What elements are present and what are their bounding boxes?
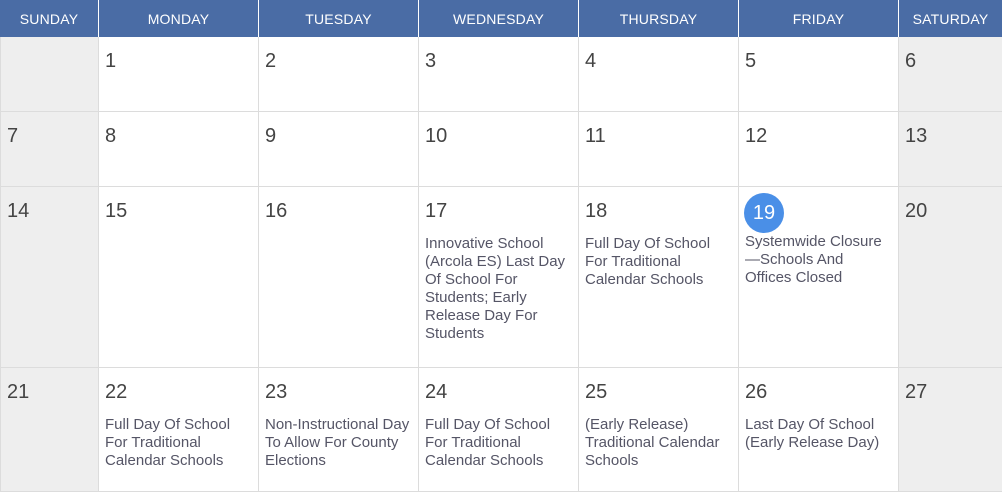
day-number[interactable]: 17 xyxy=(425,200,448,222)
day-number[interactable]: 4 xyxy=(585,50,597,72)
day-cell[interactable] xyxy=(259,112,419,187)
day-number[interactable]: 23 xyxy=(265,381,288,403)
event-label[interactable]: Last Day Of School (Early Release Day) xyxy=(745,416,880,451)
day-cell[interactable] xyxy=(579,187,739,368)
day-cell[interactable] xyxy=(899,112,1002,187)
day-number[interactable]: 6 xyxy=(905,50,917,72)
header-monday: MONDAY xyxy=(99,0,259,37)
event-label[interactable]: Full Day Of School For Traditional Calendar Schools xyxy=(425,416,551,469)
day-number[interactable]: 25 xyxy=(585,381,608,403)
day-number[interactable]: 22 xyxy=(105,381,128,403)
day-cell[interactable] xyxy=(579,37,739,112)
day-number[interactable]: 20 xyxy=(905,200,928,222)
day-number[interactable]: 27 xyxy=(905,381,928,403)
day-cell[interactable] xyxy=(739,37,899,112)
day-cell[interactable] xyxy=(259,368,419,492)
day-cell[interactable] xyxy=(739,112,899,187)
day-number[interactable]: 5 xyxy=(745,50,757,72)
day-cell[interactable] xyxy=(99,112,259,187)
day-number[interactable]: 18 xyxy=(585,200,608,222)
day-number[interactable]: 13 xyxy=(905,125,928,147)
day-number[interactable]: 2 xyxy=(265,50,277,72)
day-number[interactable]: 11 xyxy=(585,125,606,147)
day-cell[interactable] xyxy=(899,37,1002,112)
event-label[interactable]: Non-Instructional Day To Allow For County Elections xyxy=(265,416,410,469)
event-label[interactable]: Innovative School (Arcola ES) Last Day Of School For Students; Early Release Day For Students xyxy=(425,235,566,342)
day-cell[interactable] xyxy=(419,368,579,492)
day-cell[interactable] xyxy=(99,187,259,368)
day-number[interactable]: 15 xyxy=(105,200,128,222)
day-number[interactable]: 10 xyxy=(425,125,448,147)
day-cell[interactable] xyxy=(899,187,1002,368)
event-label[interactable]: (Early Release) Traditional Calendar Schools xyxy=(585,416,720,469)
day-cell[interactable] xyxy=(99,368,259,492)
day-cell[interactable] xyxy=(259,187,419,368)
header-saturday: SATURDAY xyxy=(899,0,1002,37)
day-cell[interactable] xyxy=(259,37,419,112)
day-cell[interactable] xyxy=(739,187,899,368)
day-number[interactable]: 9 xyxy=(265,125,277,147)
day-number[interactable]: 3 xyxy=(425,50,437,72)
day-number[interactable]: 8 xyxy=(105,125,117,147)
day-cell[interactable] xyxy=(0,368,99,492)
header-wednesday: WEDNESDAY xyxy=(419,0,579,37)
day-cell[interactable] xyxy=(579,112,739,187)
day-cell[interactable] xyxy=(899,368,1002,492)
day-number[interactable]: 16 xyxy=(265,200,288,222)
day-cell[interactable] xyxy=(579,368,739,492)
day-number[interactable]: 14 xyxy=(7,200,30,222)
day-number[interactable]: 1 xyxy=(105,50,117,72)
header-tuesday: TUESDAY xyxy=(259,0,419,37)
day-cell[interactable] xyxy=(419,37,579,112)
day-number[interactable]: 12 xyxy=(745,125,768,147)
day-number[interactable]: 26 xyxy=(745,381,768,403)
header-thursday: THURSDAY xyxy=(579,0,739,37)
day-cell[interactable] xyxy=(99,37,259,112)
today-day-number[interactable]: 19 xyxy=(744,193,784,233)
day-number[interactable]: 24 xyxy=(425,381,448,403)
day-number[interactable]: 21 xyxy=(7,381,30,403)
day-cell[interactable] xyxy=(0,112,99,187)
event-label[interactable]: Full Day Of School For Traditional Calendar Schools xyxy=(585,235,711,288)
event-label[interactable]: Systemwide Closure—Schools And Offices Closed xyxy=(745,233,882,286)
day-number[interactable]: 7 xyxy=(7,125,19,147)
event-label[interactable]: Full Day Of School For Traditional Calendar Schools xyxy=(105,416,231,469)
header-sunday: SUNDAY xyxy=(0,0,99,37)
day-cell[interactable] xyxy=(419,187,579,368)
day-cell[interactable] xyxy=(739,368,899,492)
day-cell[interactable] xyxy=(0,37,99,112)
day-cell[interactable] xyxy=(0,187,99,368)
header-friday: FRIDAY xyxy=(739,0,899,37)
day-cell[interactable] xyxy=(419,112,579,187)
